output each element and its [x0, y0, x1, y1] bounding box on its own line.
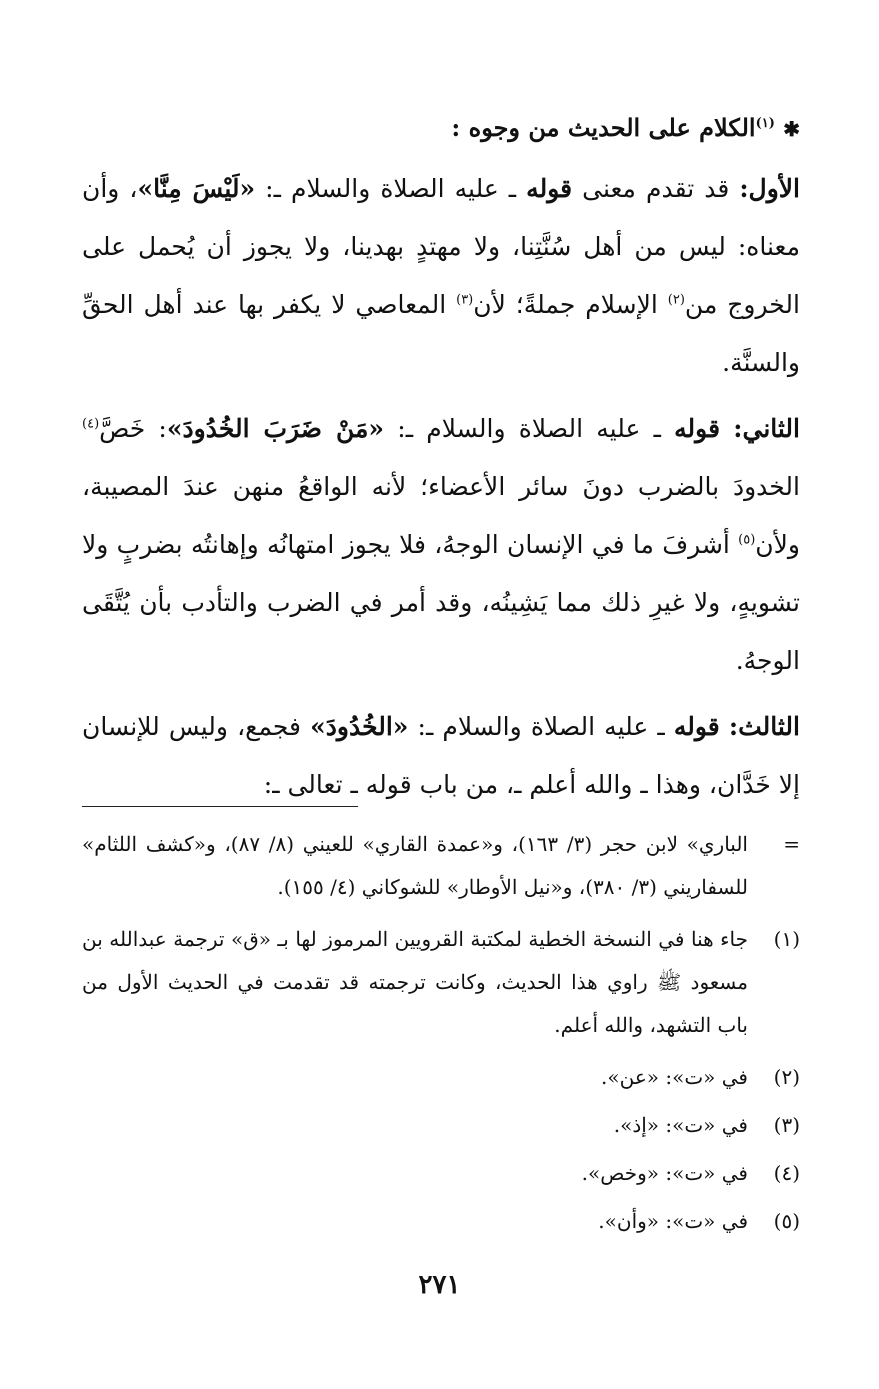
paragraph-first: [82, 160, 800, 392]
paragraph-lead: الثالث:: [728, 712, 800, 741]
text-run: أشرفَ ما في الإنسان الوجهُ، فلا يجوز امتهانُه وإهانتُه بضربٍ ولا تشويهٍ، ولا غيرِ ذلك مما يَشِينُه، وقد أمر في الضرب والتأدب بأن يُتَّقَى الوجهُ.: [82, 530, 800, 675]
heading-footnote-ref: (١): [755, 116, 775, 131]
paragraph-third: [82, 698, 800, 814]
footnote-divider: [82, 806, 358, 807]
text-run: ، وأن معناه: ليس من أهل سُنَّتِنا، ولا مهتدٍ بهدينا، ولا يجوز أن يُحمل على الخروج من: [82, 174, 800, 319]
footnote-ref: (٥): [738, 532, 756, 548]
paragraph-second: [82, 400, 800, 690]
footnote-continued: [82, 823, 800, 909]
footnote-text: جاء هنا في النسخة الخطية لمكتبة القرويين المرموز لها بـ «ق» ترجمة عبدالله بن مسعود ﷺ راوي هذا الحديث، وكانت ترجمته قد تقدمت في الحديث الأول من باب التشهد، والله أعلم.: [82, 927, 748, 1037]
footnote-1: [82, 918, 800, 1047]
footnote-mark: (٢): [773, 1065, 800, 1089]
text-run: قد تقدم معنى: [572, 174, 740, 203]
star-icon: ✱: [783, 117, 800, 141]
footnote-mark: (٤): [773, 1161, 800, 1185]
bold-run: قوله: [526, 174, 573, 203]
text-run: فجمع، وليس للإنسان إلا خَدَّان، وهذا ـ والله أعلم ـ، من باب قوله ـ تعالى ـ:: [82, 712, 800, 799]
text-run: ـ عليه الصلاة والسلام ـ:: [408, 712, 674, 741]
paragraph-lead: الأول:: [739, 174, 800, 203]
footnote-ref: (٣): [456, 292, 474, 308]
footnote-text: الباري» لابن حجر (٣/ ١٦٣)، و«عمدة القاري» للعيني (٨/ ٨٧)، و«كشف اللثام» للسفاريني (٣/ ٣٨٠)، و«نيل الأوطار» للشوكاني (٤/ ١٥٥).: [82, 832, 748, 899]
footnote-ref: (٤): [82, 416, 100, 432]
text-run: ـ عليه الصلاة والسلام ـ:: [255, 174, 527, 203]
footnote-mark: (٣): [773, 1113, 800, 1137]
footnote-mark: (١): [773, 927, 800, 951]
footnote-5: [82, 1200, 800, 1243]
footnote-text: في «ت»: «وأن».: [598, 1209, 748, 1233]
bold-run: قوله: [674, 414, 721, 443]
footnote-4: [82, 1152, 800, 1195]
page-number: ٢٧١: [418, 1270, 461, 1300]
text-run: ـ عليه الصلاة والسلام ـ:: [384, 414, 675, 443]
footnote-text: في «ت»: «وخص».: [581, 1161, 748, 1185]
footnote-3: [82, 1104, 800, 1147]
section-heading: [82, 98, 800, 159]
text-run: المعاصي لا يكفر بها عند أهل الحقِّ والسنَّة.: [82, 290, 800, 377]
heading-text: الكلام على الحديث من وجوه :: [451, 113, 756, 142]
bold-run: «لَيْسَ مِنَّا»: [137, 174, 256, 203]
text-run: الخدودَ بالضرب دونَ سائر الأعضاء؛ لأنه الواقعُ منهن عندَ المصيبة، ولأن: [82, 472, 800, 559]
footnote-mark: (٥): [773, 1209, 800, 1233]
footnote-ref: (٢): [667, 292, 685, 308]
text-run: الإسلام جملةً؛ لأن: [473, 290, 668, 319]
bold-run: «الخُدُودَ»: [310, 712, 409, 741]
footnote-text: في «ت»: «إذ».: [613, 1113, 748, 1137]
body-text: [82, 160, 800, 814]
text-run: [720, 414, 733, 443]
text-run: : خَصَّ: [99, 414, 167, 443]
footnote-2: [82, 1056, 800, 1099]
footnote-text: في «ت»: «عن».: [601, 1065, 748, 1089]
bold-run: «مَنْ ضَرَبَ الخُدُودَ»: [166, 414, 385, 443]
bold-run: قوله: [673, 712, 720, 741]
text-run: [720, 712, 729, 741]
footnote-mark: =: [783, 832, 800, 856]
paragraph-lead: الثاني:: [733, 414, 800, 443]
